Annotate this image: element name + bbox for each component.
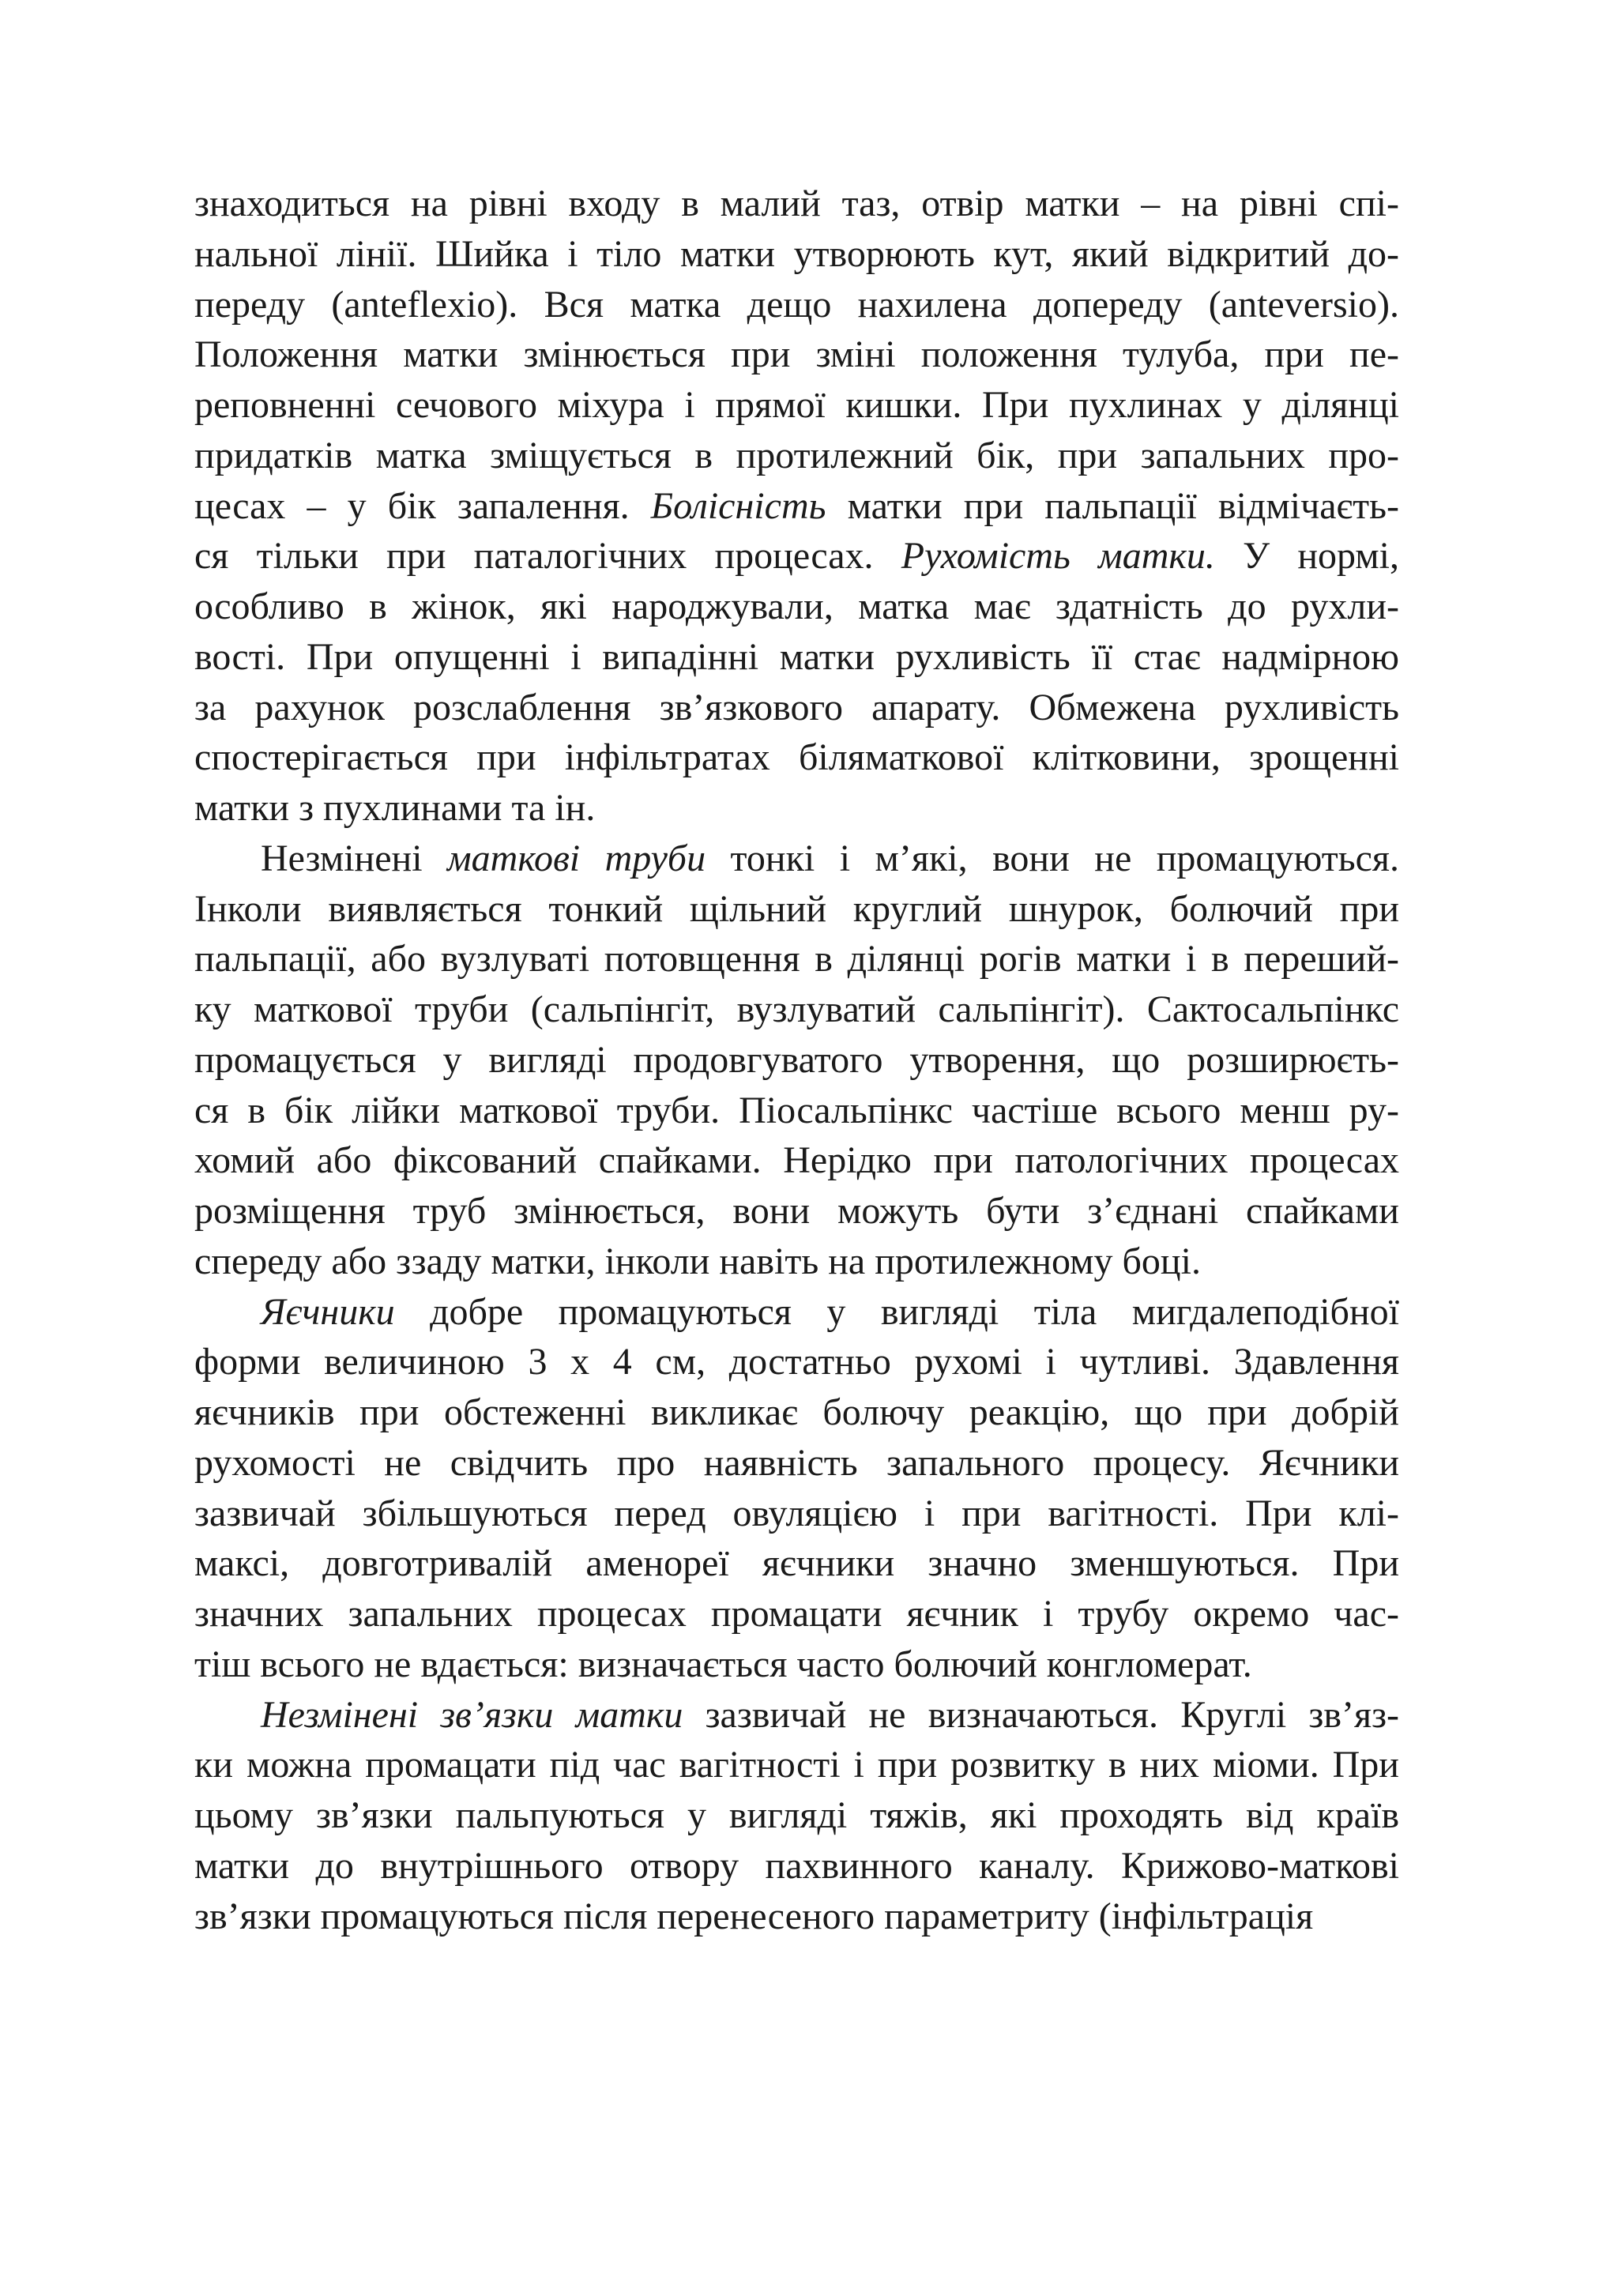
text-line [194, 1639, 1399, 1690]
text-run: матки до внутрішнього отвору пахвинного каналу. Крижово-маткові [194, 1844, 1399, 1887]
text-run: рухомості не свідчить про наявність запального процесу. Яєчники [194, 1441, 1399, 1484]
text-line [194, 984, 1399, 1035]
text-line [194, 380, 1399, 431]
text-run: добре промацуються у вигляді тіла мигдалеподібної [394, 1290, 1399, 1333]
text-line [194, 329, 1399, 380]
text-line [194, 783, 1399, 834]
text-run: матки з пухлинами та ін. [194, 787, 596, 829]
text-run: ку маткової труби (сальпінгіт, вузлуватий сальпінгіт). Сактосальпінкс [194, 988, 1399, 1030]
text-run: значних запальних процесах промацати яєчник і трубу окремо час- [194, 1593, 1399, 1635]
text-line [194, 732, 1399, 783]
text-run: нальної лінії. Шийка і тіло матки утворюють кут, який відкритий до- [194, 232, 1399, 275]
text-run: У нормі, [1214, 535, 1399, 578]
text-line [194, 1790, 1399, 1841]
text-run: максі, довготривалій аменореї яєчники значно зменшуються. При [194, 1542, 1399, 1585]
text-run: знаходиться на рівні входу в малий таз, отвір матки – на рівні спі- [194, 183, 1399, 224]
text-run: вості. При опущенні і випадінні матки рухливість її стає надмірною [194, 635, 1399, 678]
text-run: спереду або ззаду матки, інколи навіть на протилежному боці. [194, 1240, 1201, 1282]
text-run: форми величиною 3 х 4 см, достатньо рухомі і чутливі. Здавлення [194, 1341, 1399, 1383]
text-run: цесах – у бік запалення. [194, 484, 651, 527]
text-run: реповненні сечового міхура і прямої кишки. При пухлинах у ділянці [194, 384, 1399, 426]
text-run: спостерігається при інфільтратах біляматкової клітковини, зрощенні [194, 736, 1399, 779]
text-line [194, 1538, 1399, 1589]
text-line [194, 1740, 1399, 1790]
text-run: Інколи виявляється тонкий щільний круглий шнурок, болючий при [194, 887, 1399, 930]
text-line [194, 632, 1399, 683]
text-line [194, 1891, 1399, 1942]
text-line [194, 280, 1399, 330]
italic-term: Рухомість матки. [901, 535, 1215, 578]
text-line [194, 1489, 1399, 1539]
text-line [194, 1186, 1399, 1236]
paragraph [194, 179, 1399, 834]
text-run: переду (anteflexio). Вся матка дещо нахилена допереду (anteversio). [194, 283, 1399, 326]
text-run: зв’язки промацуються після перенесеного параметриту (інфільтрація [194, 1895, 1314, 1937]
text-run: за рахунок розслаблення зв’язкового апарату. Обмежена рухливість [194, 686, 1399, 728]
text-line [194, 884, 1399, 935]
text-run: Положення матки змінюється при зміні положення тулуба, при пе- [194, 333, 1399, 376]
text-run: ся в бік лійки маткової труби. Піосальпінкс частіше всього менш ру- [194, 1089, 1399, 1131]
text-line [194, 1086, 1399, 1136]
text-line [194, 1589, 1399, 1639]
text-run: цьому зв’язки пальпуються у вигляді тяжів, які проходять від країв [194, 1794, 1399, 1836]
text-line [194, 934, 1399, 984]
italic-term: Яєчники [261, 1290, 395, 1333]
text-run: промацується у вигляді продовгуватого утворення, що розширюєть- [194, 1038, 1399, 1081]
paragraph [194, 834, 1399, 1287]
text-line [194, 179, 1399, 229]
text-run: ки можна промацати під час вагітності і при розвитку в них міоми. При [194, 1744, 1399, 1786]
italic-term: маткові труби [447, 837, 706, 879]
text-line [194, 229, 1399, 280]
text-line [194, 1135, 1399, 1186]
text-run: особливо в жінок, які народжували, матка має здатність до рухли- [194, 585, 1399, 627]
text-line [194, 531, 1399, 582]
text-run: тіш всього не вдається: визначається часто болючий конгломерат. [194, 1643, 1252, 1685]
text-line [194, 1287, 1399, 1338]
text-line [194, 1387, 1399, 1438]
text-run: зазвичай збільшуються перед овуляцією і при вагітності. При клі- [194, 1492, 1399, 1534]
text-line [194, 481, 1399, 532]
text-line [194, 1236, 1399, 1287]
text-run: хомий або фіксований спайками. Нерідко при патологічних процесах [194, 1139, 1399, 1182]
paragraph [194, 1287, 1399, 1690]
paragraph [194, 1690, 1399, 1942]
body-text [194, 179, 1399, 1941]
text-run: Незмінені [261, 837, 448, 879]
text-run: тонкі і м’які, вони не промацуються. [706, 837, 1399, 879]
text-run: розміщення труб змінюється, вони можуть бути з’єднані спайками [194, 1190, 1399, 1232]
text-line [194, 1337, 1399, 1387]
text-run: придатків матка зміщується в протилежний бік, при запальних про- [194, 434, 1399, 476]
text-line [194, 1035, 1399, 1086]
text-run: зазвичай не визначаються. Круглі зв’яз- [683, 1693, 1400, 1736]
text-run: ся тільки при паталогічних процесах. [194, 535, 901, 578]
text-run: яєчників при обстеженні викликає болючу реакцію, що при добрій [194, 1391, 1399, 1433]
text-line [194, 683, 1399, 733]
text-line [194, 1841, 1399, 1891]
text-run: матки при пальпації відмічаєть- [826, 484, 1400, 527]
text-line [194, 1690, 1399, 1741]
text-line [194, 582, 1399, 632]
text-line [194, 431, 1399, 481]
text-line [194, 1438, 1399, 1489]
text-run: пальпації, або вузлуваті потовщення в ділянці рогів матки і в переший- [194, 938, 1399, 981]
text-line [194, 834, 1399, 884]
italic-term: Незмінені зв’язки матки [261, 1693, 683, 1736]
italic-term: Болісність [650, 484, 826, 527]
